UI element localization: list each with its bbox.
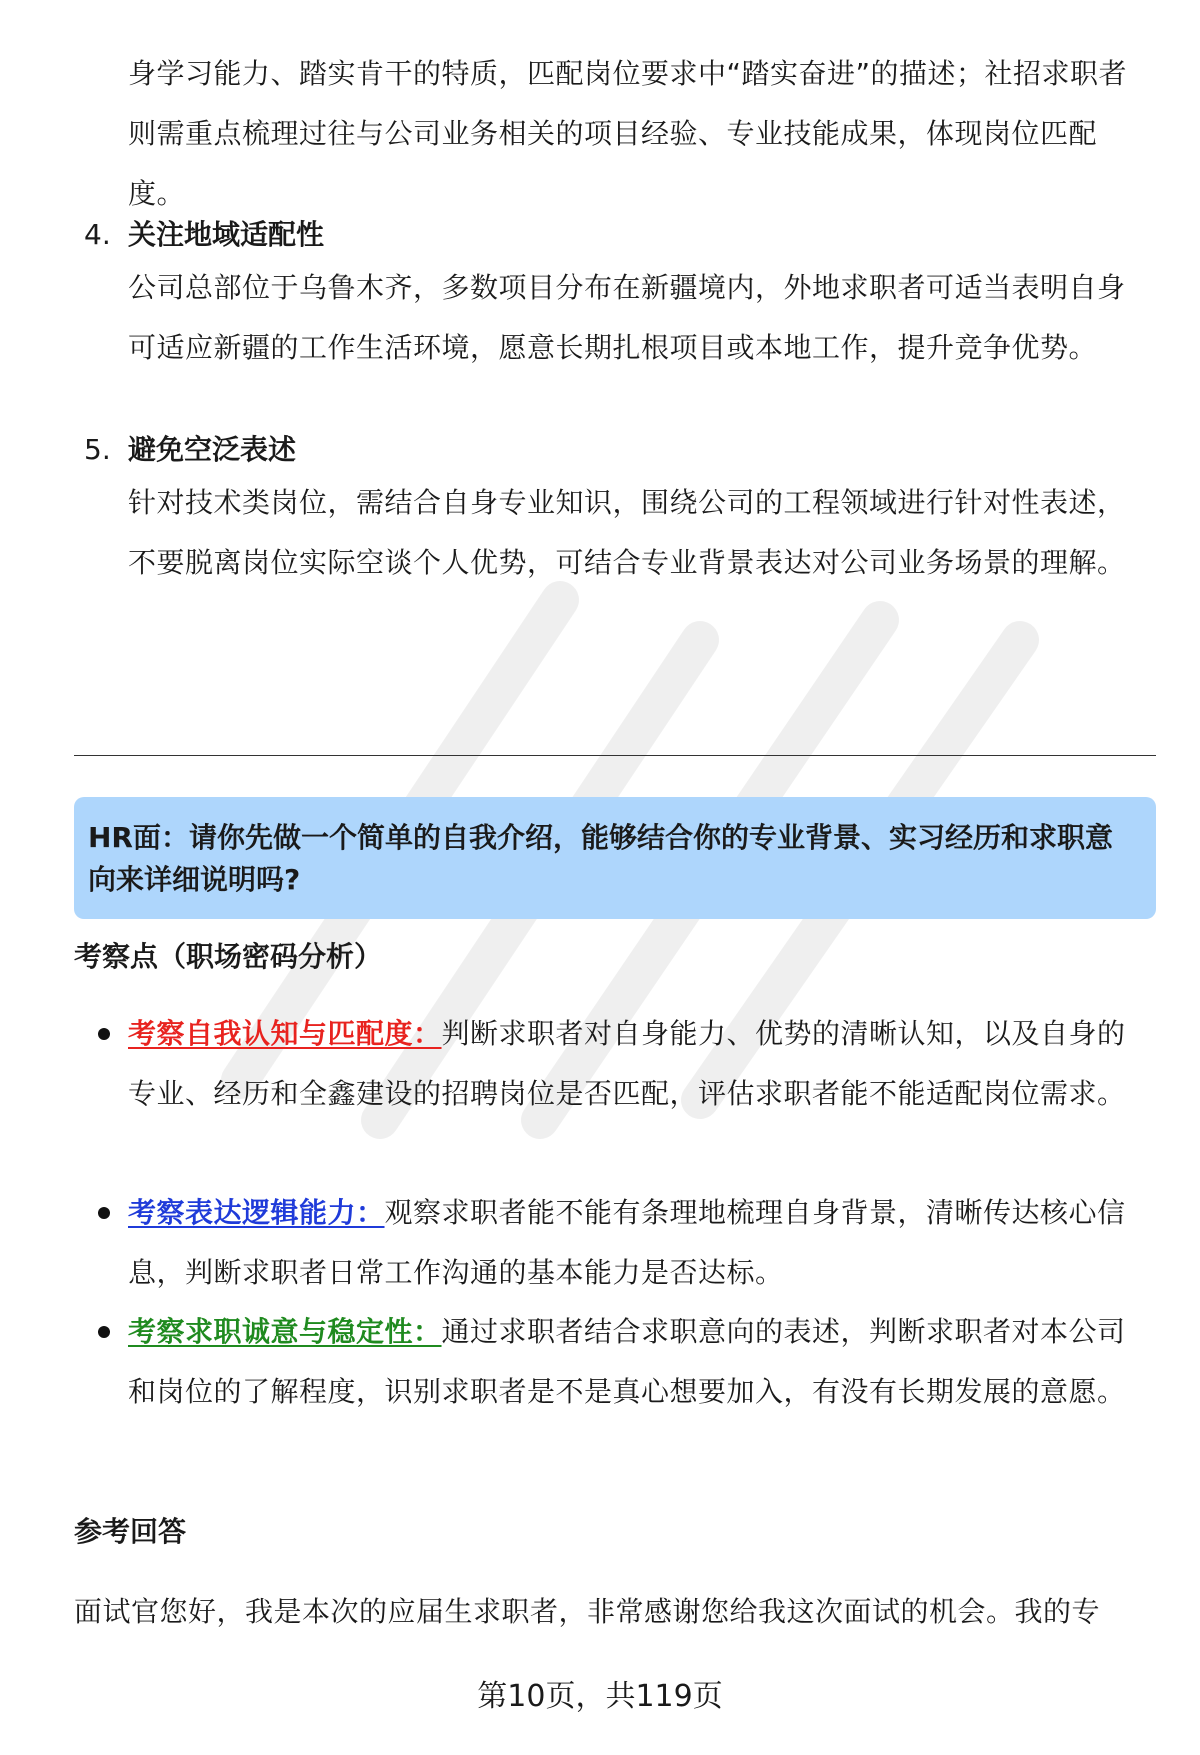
bullet-text: 判断求职者对自身能力、优势的清晰认知，以及自身的专业、经历和全鑫建设的招聘岗位是否匹配，评估求职者能不能适配岗位需求。 <box>128 1017 1126 1110</box>
bullet-dot-icon <box>98 1028 110 1040</box>
list-item-4-heading <box>84 205 324 265</box>
section-divider <box>74 755 1156 756</box>
interview-question-box: HR面：请你先做一个简单的自我介绍，能够结合你的专业背景、实习经历和求职意向来详细说明吗? <box>74 797 1156 919</box>
analysis-bullet-1 <box>128 1004 1144 1124</box>
list-item-title: 避免空泛表述 <box>128 433 297 466</box>
bullet-keyword: 考察自我认知与匹配度： <box>128 1017 442 1050</box>
intro-paragraph: 身学习能力、踏实肯干的特质，匹配岗位要求中“踏实奋进”的描述；社招求职者则需重点梳理过往与公司业务相关的项目经验、专业技能成果，体现岗位匹配度。 <box>128 57 1128 210</box>
list-item-title: 关注地域适配性 <box>128 218 325 251</box>
analysis-bullet-3 <box>128 1302 1144 1422</box>
page-number-footer: 第10页，共119页 <box>477 1679 723 1714</box>
bullet-dot-icon <box>98 1326 110 1338</box>
bullet-text: 观察求职者能不能有条理地梳理自身背景，清晰传达核心信息，判断求职者日常工作沟通的基本能力是否达标。 <box>128 1196 1126 1289</box>
bullet-keyword: 考察求职诚意与稳定性： <box>128 1315 442 1348</box>
analysis-bullet-2 <box>128 1183 1144 1303</box>
analysis-title: 考察点（职场密码分析） <box>74 940 383 973</box>
list-item-5-heading <box>84 420 296 480</box>
bullet-keyword: 考察表达逻辑能力： <box>128 1196 385 1229</box>
answer-title: 参考回答 <box>74 1515 187 1548</box>
bullet-dot-icon <box>98 1207 110 1219</box>
list-item-number: 5. <box>84 433 111 466</box>
list-item-4-text: 公司总部位于乌鲁木齐，多数项目分布在新疆境内，外地求职者可适当表明自身可适应新疆的工作生活环境，愿意长期扎根项目或本地工作，提升竞争优势。 <box>128 271 1126 364</box>
answer-paragraph: 面试官您好，我是本次的应届生求职者，非常感谢您给我这次面试的机会。我的专 <box>74 1595 1101 1628</box>
list-item-number: 4. <box>84 218 111 251</box>
bullet-text: 通过求职者结合求职意向的表述，判断求职者对本公司和岗位的了解程度，识别求职者是不是真心想要加入，有没有长期发展的意愿。 <box>128 1315 1126 1408</box>
list-item-5-text: 针对技术类岗位，需结合自身专业知识，围绕公司的工程领域进行针对性表述，不要脱离岗位实际空谈个人优势，可结合专业背景表达对公司业务场景的理解。 <box>128 486 1126 579</box>
